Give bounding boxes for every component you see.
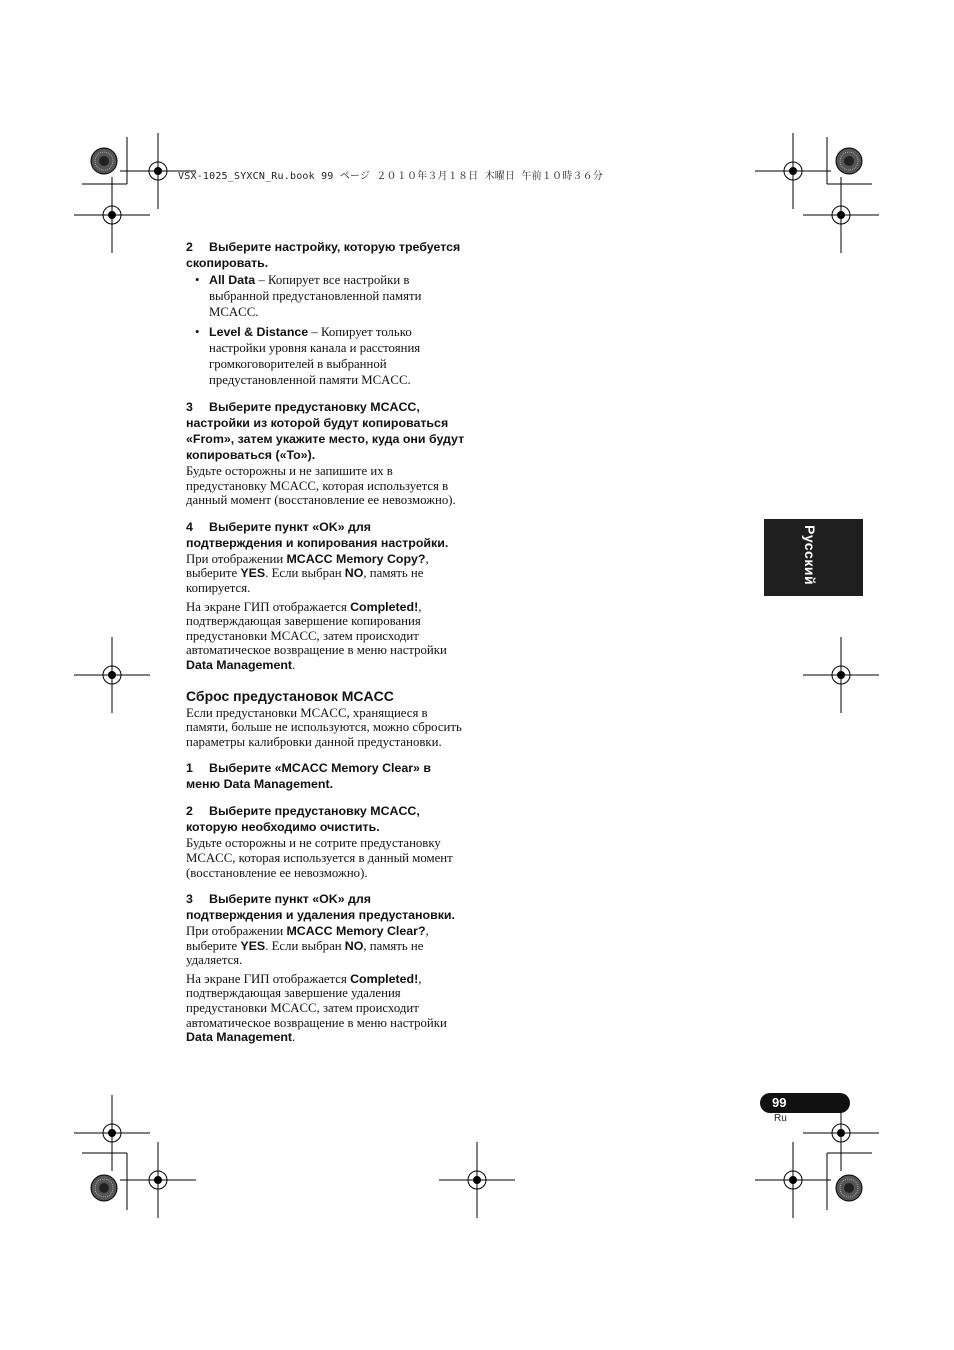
- ui-term: Data Management: [186, 1030, 293, 1045]
- crosshair-mark: [74, 177, 150, 253]
- bullet-term: All Data: [209, 273, 256, 287]
- body-paragraph: [186, 924, 468, 968]
- page-number-badge: [760, 1093, 850, 1113]
- text-run: , память не удаляется.: [186, 938, 424, 968]
- crosshair-mark: [755, 1142, 831, 1218]
- ui-term: YES: [240, 566, 266, 581]
- step-title: Выберите пункт «OK» для подтверждения и копирования настройки.: [186, 519, 449, 550]
- step-title: Выберите «MCACC Memory Clear» в меню Data Management.: [186, 761, 432, 792]
- bullet-text: – Копирует только настройки уровня канала и расстояния громкоговорителей в выбранной предустановленной памяти MCACC.: [209, 325, 421, 387]
- text-run: , память не копируется.: [186, 566, 424, 595]
- step-heading: [186, 891, 468, 923]
- text-run: .: [292, 1030, 296, 1045]
- crosshair-mark: [803, 177, 879, 253]
- bullet-text: – Копирует все настройки в выбранной предустановленной памяти MCACC.: [209, 273, 422, 319]
- body-paragraph: [186, 972, 468, 1045]
- text-run: На экране ГИП отображается: [186, 599, 351, 614]
- ui-term: Data Management: [186, 657, 293, 672]
- main-column: [186, 239, 468, 1049]
- language-side-tab: [764, 519, 863, 596]
- print-header-line: VSX-1025_SYXCN_Ru.book 99 ページ ２０１０年３月１８日 木曜日 午前１０時３６分: [178, 171, 603, 182]
- step-number: 3: [186, 892, 193, 907]
- ui-term: Completed!: [350, 971, 419, 986]
- crosshair-mark: [439, 1142, 515, 1218]
- crosshair-mark: [74, 637, 150, 713]
- text-run: На экране ГИП отображается: [186, 971, 351, 986]
- text-run: , подтверждающая завершение копирования предустановки MCACC, затем происходит автоматическое возвращение в меню настройки: [186, 599, 447, 658]
- step-title: Выберите пункт «OK» для подтверждения и удаления предустановки.: [186, 892, 455, 923]
- step-title: Выберите настройку, которую требуется скопировать.: [186, 240, 461, 270]
- ui-term: MCACC Memory Copy?: [286, 551, 426, 566]
- bullet-dot: •: [195, 325, 200, 339]
- text-run: , выберите: [186, 924, 429, 953]
- ui-term: NO: [344, 566, 364, 581]
- step-heading: [186, 803, 468, 835]
- crosshair-mark: [74, 1095, 150, 1171]
- step-heading: [186, 399, 468, 463]
- text-run: . Если выбран: [265, 566, 345, 581]
- text-run: При отображении: [186, 924, 287, 939]
- ui-term: Completed!: [350, 599, 419, 614]
- list-item: [186, 324, 468, 388]
- body-paragraph: Будьте осторожны и не запишите их в предустановку MCACC, которая используется в данный момент (восстановление ее невозможно).: [186, 464, 456, 508]
- step-title: Выберите предустановку MCACC, которую необходимо очистить.: [186, 804, 420, 835]
- text-run: . Если выбран: [265, 938, 345, 953]
- ui-term: YES: [240, 938, 266, 953]
- starburst-mark: [91, 1175, 117, 1201]
- step-number: 1: [186, 761, 193, 776]
- starburst-mark: [836, 148, 862, 174]
- step-heading: [186, 519, 468, 551]
- text-run: При отображении: [186, 551, 287, 566]
- crosshair-mark: [803, 637, 879, 713]
- section-title: Сброс предустановок MCACC: [186, 687, 394, 704]
- body-paragraph: Будьте осторожны и не сотрите предустановку MCACC, которая используется в данный момент (восстановление ее невозможно).: [186, 836, 453, 880]
- crosshair-mark: [120, 1142, 196, 1218]
- bullet-dot: •: [195, 273, 200, 287]
- crosshair-mark: [755, 133, 831, 209]
- starburst-mark: [836, 1175, 862, 1201]
- starburst-mark: [91, 148, 117, 174]
- language-tab-label: Русский: [802, 525, 818, 586]
- step-heading: [186, 760, 468, 792]
- step-number: 4: [186, 519, 193, 534]
- step-heading: [186, 239, 468, 271]
- body-paragraph: [186, 552, 468, 596]
- ui-term: MCACC Memory Clear?: [286, 924, 426, 939]
- text-run: , подтверждающая завершение удаления предустановки MCACC, затем происходит автоматическое возвращение в меню настройки: [186, 971, 447, 1030]
- body-paragraph: [186, 600, 468, 673]
- text-run: , выберите: [186, 551, 429, 581]
- ui-term: NO: [344, 938, 364, 953]
- step-number: 2: [186, 804, 193, 819]
- page-number: 99: [772, 1095, 787, 1110]
- step-number: 3: [186, 400, 193, 414]
- step-title: Выберите предустановку MCACC, настройки из которой будут копироваться «From», затем укажите место, куда они будут копироваться («To»).: [186, 400, 465, 462]
- body-paragraph: Если предустановки MCACC, хранящиеся в памяти, больше не используются, можно сбросить параметры калибровки данной предустановки.: [186, 705, 462, 749]
- page-language-code: Ru: [774, 1113, 787, 1124]
- list-item: [186, 272, 468, 320]
- text-run: .: [292, 657, 296, 672]
- step-number: 2: [186, 240, 193, 254]
- bullet-term: Level & Distance: [209, 325, 309, 339]
